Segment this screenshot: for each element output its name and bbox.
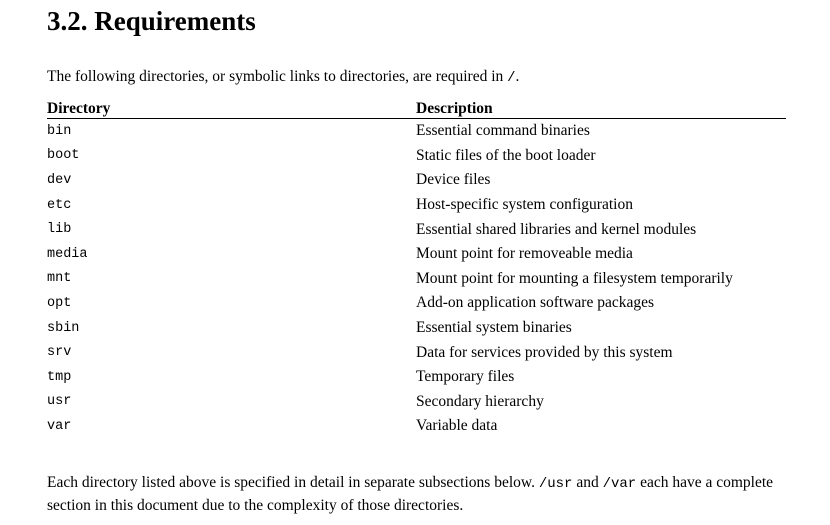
directory-cell: var — [47, 418, 72, 434]
description-cell: Variable data — [416, 417, 498, 435]
description-cell: Mount point for mounting a filesystem temporarily — [416, 269, 733, 287]
directory-cell: srv — [47, 345, 72, 361]
usr-path: /usr — [538, 475, 573, 492]
root-path: / — [507, 69, 516, 86]
description-cell: Secondary hierarchy — [416, 392, 544, 410]
description-cell: Add-on application software packages — [416, 294, 655, 312]
table-row — [47, 414, 786, 439]
table-row — [47, 119, 786, 144]
outro-paragraph — [47, 472, 787, 516]
description-cell: Static files of the boot loader — [416, 146, 596, 164]
section-heading: 3.2. Requirements — [47, 6, 256, 36]
description-cell: Data for services provided by this system — [416, 343, 673, 361]
table-row — [47, 340, 786, 365]
directory-cell: boot — [47, 148, 80, 164]
table-row — [47, 193, 786, 218]
description-cell: Essential command binaries — [416, 122, 590, 140]
intro-text: The following directories, or symbolic links to directories, are required in — [47, 67, 504, 85]
table-body — [47, 119, 786, 439]
outro-text-2: and — [576, 473, 599, 491]
table-row — [47, 242, 786, 267]
directory-cell: opt — [47, 295, 72, 311]
column-header-directory: Directory — [47, 98, 416, 119]
outro-text-3: each have a complete section in this document due to the complexity of those directories. — [47, 473, 774, 514]
description-cell: Essential shared libraries and kernel modules — [416, 220, 697, 238]
directory-cell: etc — [47, 197, 72, 213]
directory-cell: mnt — [47, 271, 72, 287]
intro-paragraph — [47, 67, 519, 88]
table-row — [47, 291, 786, 316]
description-cell: Host-specific system configuration — [416, 196, 633, 214]
table-row — [47, 267, 786, 292]
outro-text-1: Each directory listed above is specified in detail in separate subsections below. — [47, 473, 535, 491]
directory-cell: dev — [47, 172, 72, 188]
directory-cell: lib — [47, 222, 72, 238]
description-cell: Mount point for removeable media — [416, 245, 633, 263]
intro-end: . — [515, 67, 520, 85]
directory-cell: usr — [47, 394, 72, 410]
table-row — [47, 365, 786, 390]
table-row — [47, 390, 786, 415]
directory-cell: tmp — [47, 369, 72, 385]
table-row — [47, 316, 786, 341]
table-header-row — [47, 98, 786, 119]
directory-cell: bin — [47, 123, 72, 139]
directory-cell: sbin — [47, 320, 80, 336]
description-cell: Essential system binaries — [416, 319, 572, 337]
requirements-table — [47, 98, 786, 439]
table-row — [47, 217, 786, 242]
table-row — [47, 168, 786, 193]
var-path: /var — [602, 475, 637, 492]
description-cell: Device files — [416, 171, 491, 189]
directory-cell: media — [47, 246, 88, 262]
table-row — [47, 144, 786, 169]
description-cell: Temporary files — [416, 368, 515, 386]
column-header-description: Description — [416, 98, 786, 119]
